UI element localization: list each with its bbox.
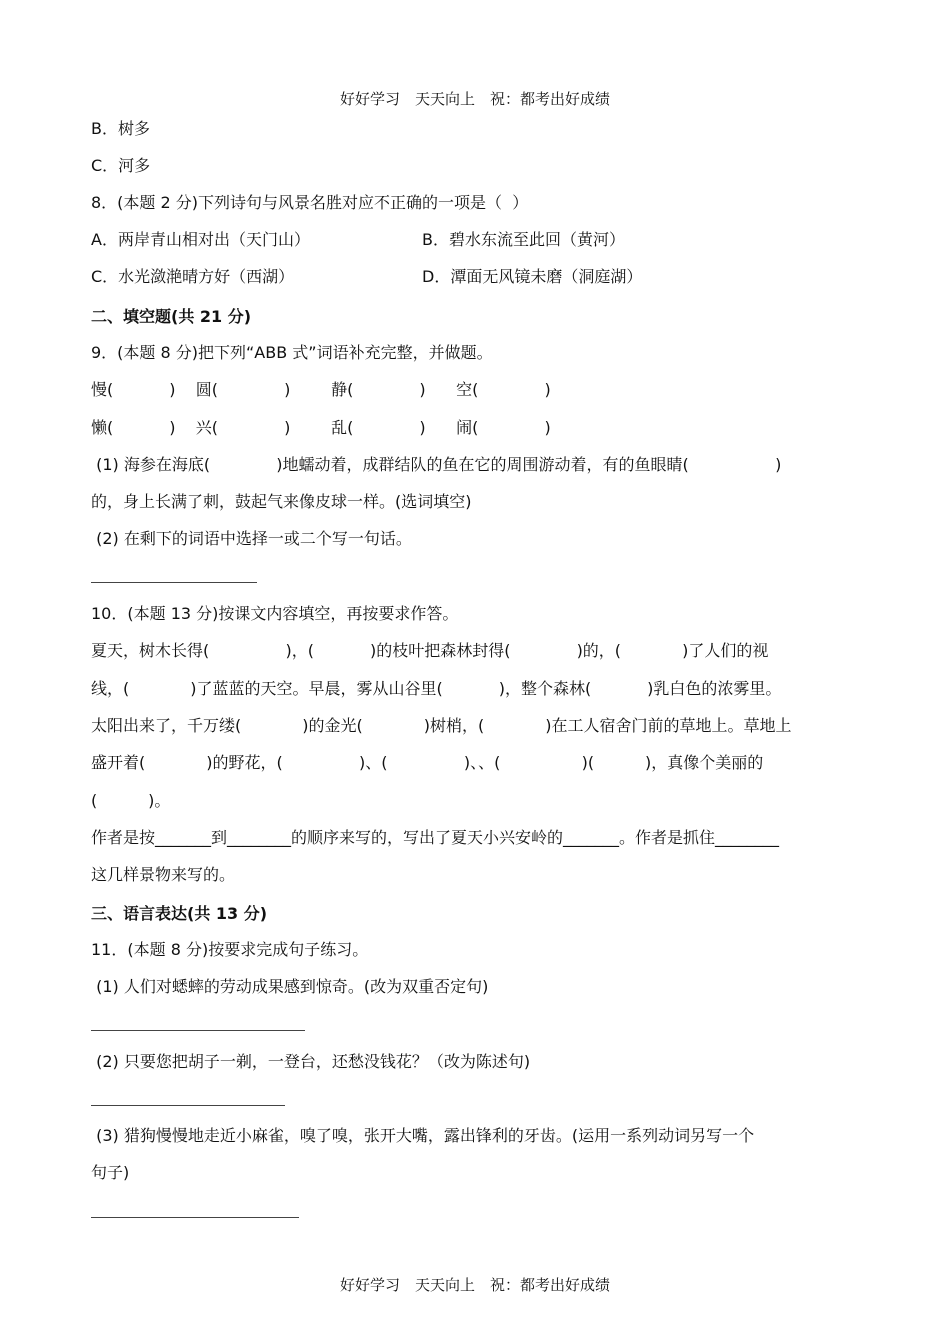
- question-9-row-1: 慢( ) 圆( ) 静( ) 空( ): [91, 380, 551, 399]
- question-8-option-a: A．两岸青山相对出（天门山）: [91, 230, 310, 249]
- answer-line-9[interactable]: [91, 582, 257, 583]
- answer-line-11-2[interactable]: [91, 1105, 285, 1106]
- question-10-follow-up-2: 这几样景物来写的。: [91, 865, 236, 884]
- question-10-para-3: 太阳出来了，千万缕( )的金光( )树梢，( )在工人宿舍门前的草地上。草地上: [91, 716, 792, 735]
- question-9-sub-1: (1) 海参在海底( )地蠕动着，成群结队的鱼在它的周围游动着，有的鱼眼睛( ): [91, 455, 782, 474]
- question-9-sub-2: (2) 在剩下的词语中选择一或二个写一句话。: [91, 529, 412, 548]
- question-9: 9．(本题 8 分)把下列“ABB 式”词语补充完整，并做题。: [91, 343, 493, 362]
- question-8-option-b: B．碧水东流至此回（黄河）: [422, 230, 625, 249]
- question-10: 10．(本题 13 分)按课文内容填空，再按要求作答。: [91, 604, 459, 623]
- question-11-sub-3: (3) 猎狗慢慢地走近小麻雀，嗅了嗅，张开大嘴，露出锋利的牙齿。(运用一系列动词另写一个: [91, 1126, 755, 1145]
- question-8: 8．(本题 2 分)下列诗句与风景名胜对应不正确的一项是（ ）: [91, 193, 529, 212]
- option-b: B．树多: [91, 119, 150, 138]
- question-11: 11．(本题 8 分)按要求完成句子练习。: [91, 940, 369, 959]
- page-header: 好好学习 天天向上 祝：都考出好成绩: [339, 90, 610, 108]
- question-10-para-1: 夏天，树木长得( )，( )的枝叶把森林封得( )的，( )了人们的视: [91, 641, 769, 660]
- question-10-follow-up-1: 作者是按_______到________的顺序来写的，写出了夏天小兴安岭的_______。作者是抓住________: [91, 828, 780, 847]
- question-10-para-5: ( )。: [91, 791, 171, 810]
- answer-line-11-1[interactable]: [91, 1030, 305, 1031]
- question-10-para-4: 盛开着( )的野花，( )、( )、、( )( )，真像个美丽的: [91, 753, 764, 772]
- question-11-sub-3-cont: 句子): [91, 1163, 130, 1182]
- question-9-row-2: 懒( ) 兴( ) 乱( ) 闹( ): [91, 418, 551, 437]
- question-9-sub-1-cont: 的，身上长满了刺，鼓起气来像皮球一样。(选词填空): [91, 492, 472, 511]
- section-2-heading: 二、填空题(共 21 分): [91, 307, 252, 326]
- answer-line-11-3[interactable]: [91, 1217, 299, 1218]
- question-8-option-c: C．水光潋滟晴方好（西湖）: [91, 267, 295, 286]
- section-3-heading: 三、语言表达(共 13 分): [91, 904, 268, 923]
- question-8-option-d: D．潭面无风镜未磨（洞庭湖）: [422, 267, 643, 286]
- page-footer: 好好学习 天天向上 祝：都考出好成绩: [339, 1276, 610, 1294]
- question-11-sub-1: (1) 人们对蟋蟀的劳动成果感到惊奇。(改为双重否定句): [91, 977, 489, 996]
- question-11-sub-2: (2) 只要您把胡子一剃，一登台，还愁没钱花？（改为陈述句): [91, 1052, 531, 1071]
- option-c: C．河多: [91, 156, 151, 175]
- question-10-para-2: 线，( )了蓝蓝的天空。早晨，雾从山谷里( )，整个森林( )乳白色的浓雾里。: [91, 679, 782, 698]
